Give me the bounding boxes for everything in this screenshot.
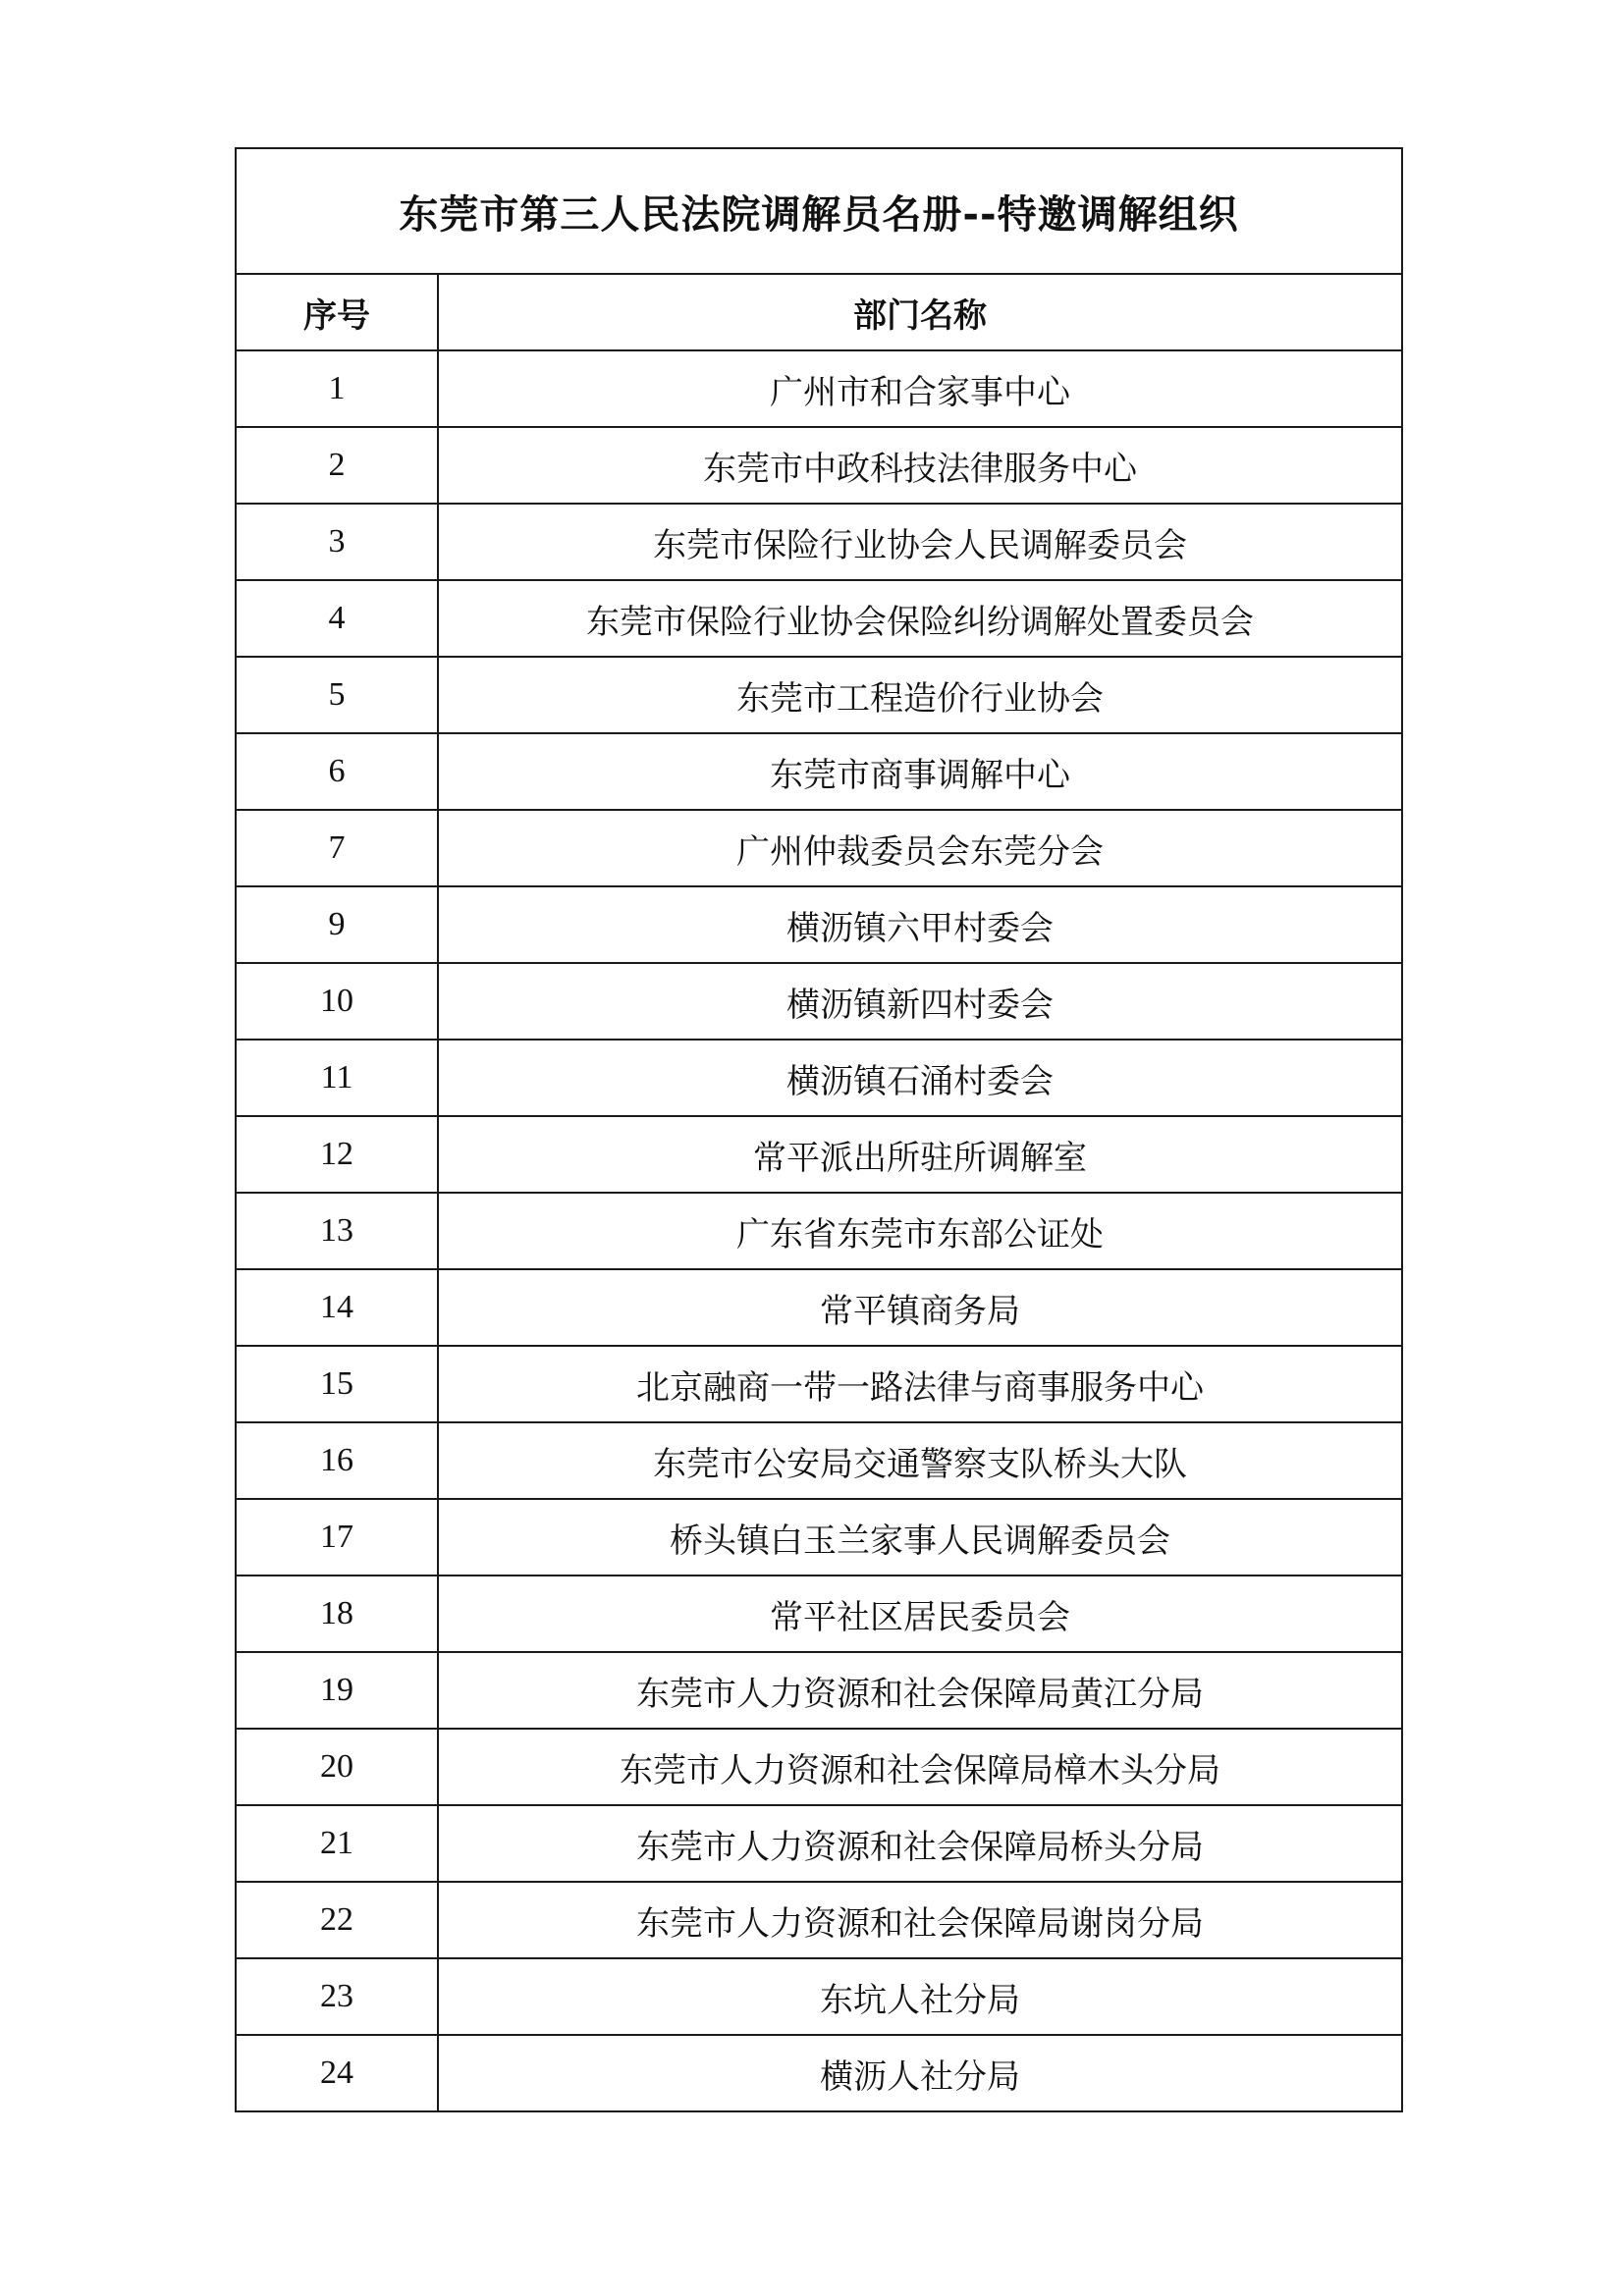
table-row [236,1958,1402,2035]
row-number-cell: 9 [236,886,438,963]
table-row [236,1652,1402,1729]
row-number-cell: 2 [236,427,438,504]
table-row [236,1422,1402,1499]
department-name-cell: 东莞市公安局交通警察支队桥头大队 [438,1422,1402,1499]
table-row [236,1116,1402,1193]
table-row [236,886,1402,963]
department-name-cell: 东莞市中政科技法律服务中心 [438,427,1402,504]
row-number-cell: 23 [236,1958,438,2035]
row-number-cell: 3 [236,504,438,580]
department-name-cell: 常平社区居民委员会 [438,1575,1402,1652]
department-name-cell: 常平派出所驻所调解室 [438,1116,1402,1193]
mediator-roster-table [235,147,1403,2112]
row-number-cell: 5 [236,657,438,733]
table-row [236,427,1402,504]
table-row [236,504,1402,580]
department-name-cell: 东坑人社分局 [438,1958,1402,2035]
department-name-cell: 东莞市人力资源和社会保障局黄江分局 [438,1652,1402,1729]
department-name-cell: 东莞市人力资源和社会保障局桥头分局 [438,1805,1402,1882]
table-row [236,2035,1402,2111]
row-number-cell: 17 [236,1499,438,1575]
row-number-cell: 11 [236,1040,438,1116]
table-row [236,1575,1402,1652]
department-name-cell: 东莞市人力资源和社会保障局樟木头分局 [438,1729,1402,1805]
department-name-cell: 横沥镇新四村委会 [438,963,1402,1040]
row-number-cell: 10 [236,963,438,1040]
department-name-cell: 横沥镇石涌村委会 [438,1040,1402,1116]
column-header-name: 部门名称 [438,274,1402,350]
table-header-row [236,274,1402,350]
department-name-cell: 东莞市人力资源和社会保障局谢岗分局 [438,1882,1402,1958]
department-name-cell: 桥头镇白玉兰家事人民调解委员会 [438,1499,1402,1575]
row-number-cell: 24 [236,2035,438,2111]
table-row [236,1040,1402,1116]
department-name-cell: 东莞市工程造价行业协会 [438,657,1402,733]
table-row [236,810,1402,886]
row-number-cell: 1 [236,350,438,427]
row-number-cell: 7 [236,810,438,886]
department-name-cell: 广州仲裁委员会东莞分会 [438,810,1402,886]
row-number-cell: 14 [236,1269,438,1346]
table-row [236,1882,1402,1958]
department-name-cell: 广州市和合家事中心 [438,350,1402,427]
department-name-cell: 横沥镇六甲村委会 [438,886,1402,963]
table-row [236,733,1402,810]
table-row [236,1193,1402,1269]
row-number-cell: 4 [236,580,438,657]
table-row [236,963,1402,1040]
table-row [236,1729,1402,1805]
document-title: 东莞市第三人民法院调解员名册--特邀调解组织 [236,148,1402,274]
table-row [236,350,1402,427]
table-row [236,1805,1402,1882]
row-number-cell: 18 [236,1575,438,1652]
row-number-cell: 15 [236,1346,438,1422]
row-number-cell: 6 [236,733,438,810]
table-row [236,580,1402,657]
row-number-cell: 21 [236,1805,438,1882]
row-number-cell: 20 [236,1729,438,1805]
table-row [236,1499,1402,1575]
department-name-cell: 广东省东莞市东部公证处 [438,1193,1402,1269]
row-number-cell: 13 [236,1193,438,1269]
department-name-cell: 横沥人社分局 [438,2035,1402,2111]
row-number-cell: 22 [236,1882,438,1958]
row-number-cell: 19 [236,1652,438,1729]
table-row [236,657,1402,733]
department-name-cell: 东莞市商事调解中心 [438,733,1402,810]
department-name-cell: 常平镇商务局 [438,1269,1402,1346]
column-header-no: 序号 [236,274,438,350]
row-number-cell: 12 [236,1116,438,1193]
table-row [236,1269,1402,1346]
table-row [236,1346,1402,1422]
department-name-cell: 北京融商一带一路法律与商事服务中心 [438,1346,1402,1422]
department-name-cell: 东莞市保险行业协会保险纠纷调解处置委员会 [438,580,1402,657]
row-number-cell: 16 [236,1422,438,1499]
department-name-cell: 东莞市保险行业协会人民调解委员会 [438,504,1402,580]
